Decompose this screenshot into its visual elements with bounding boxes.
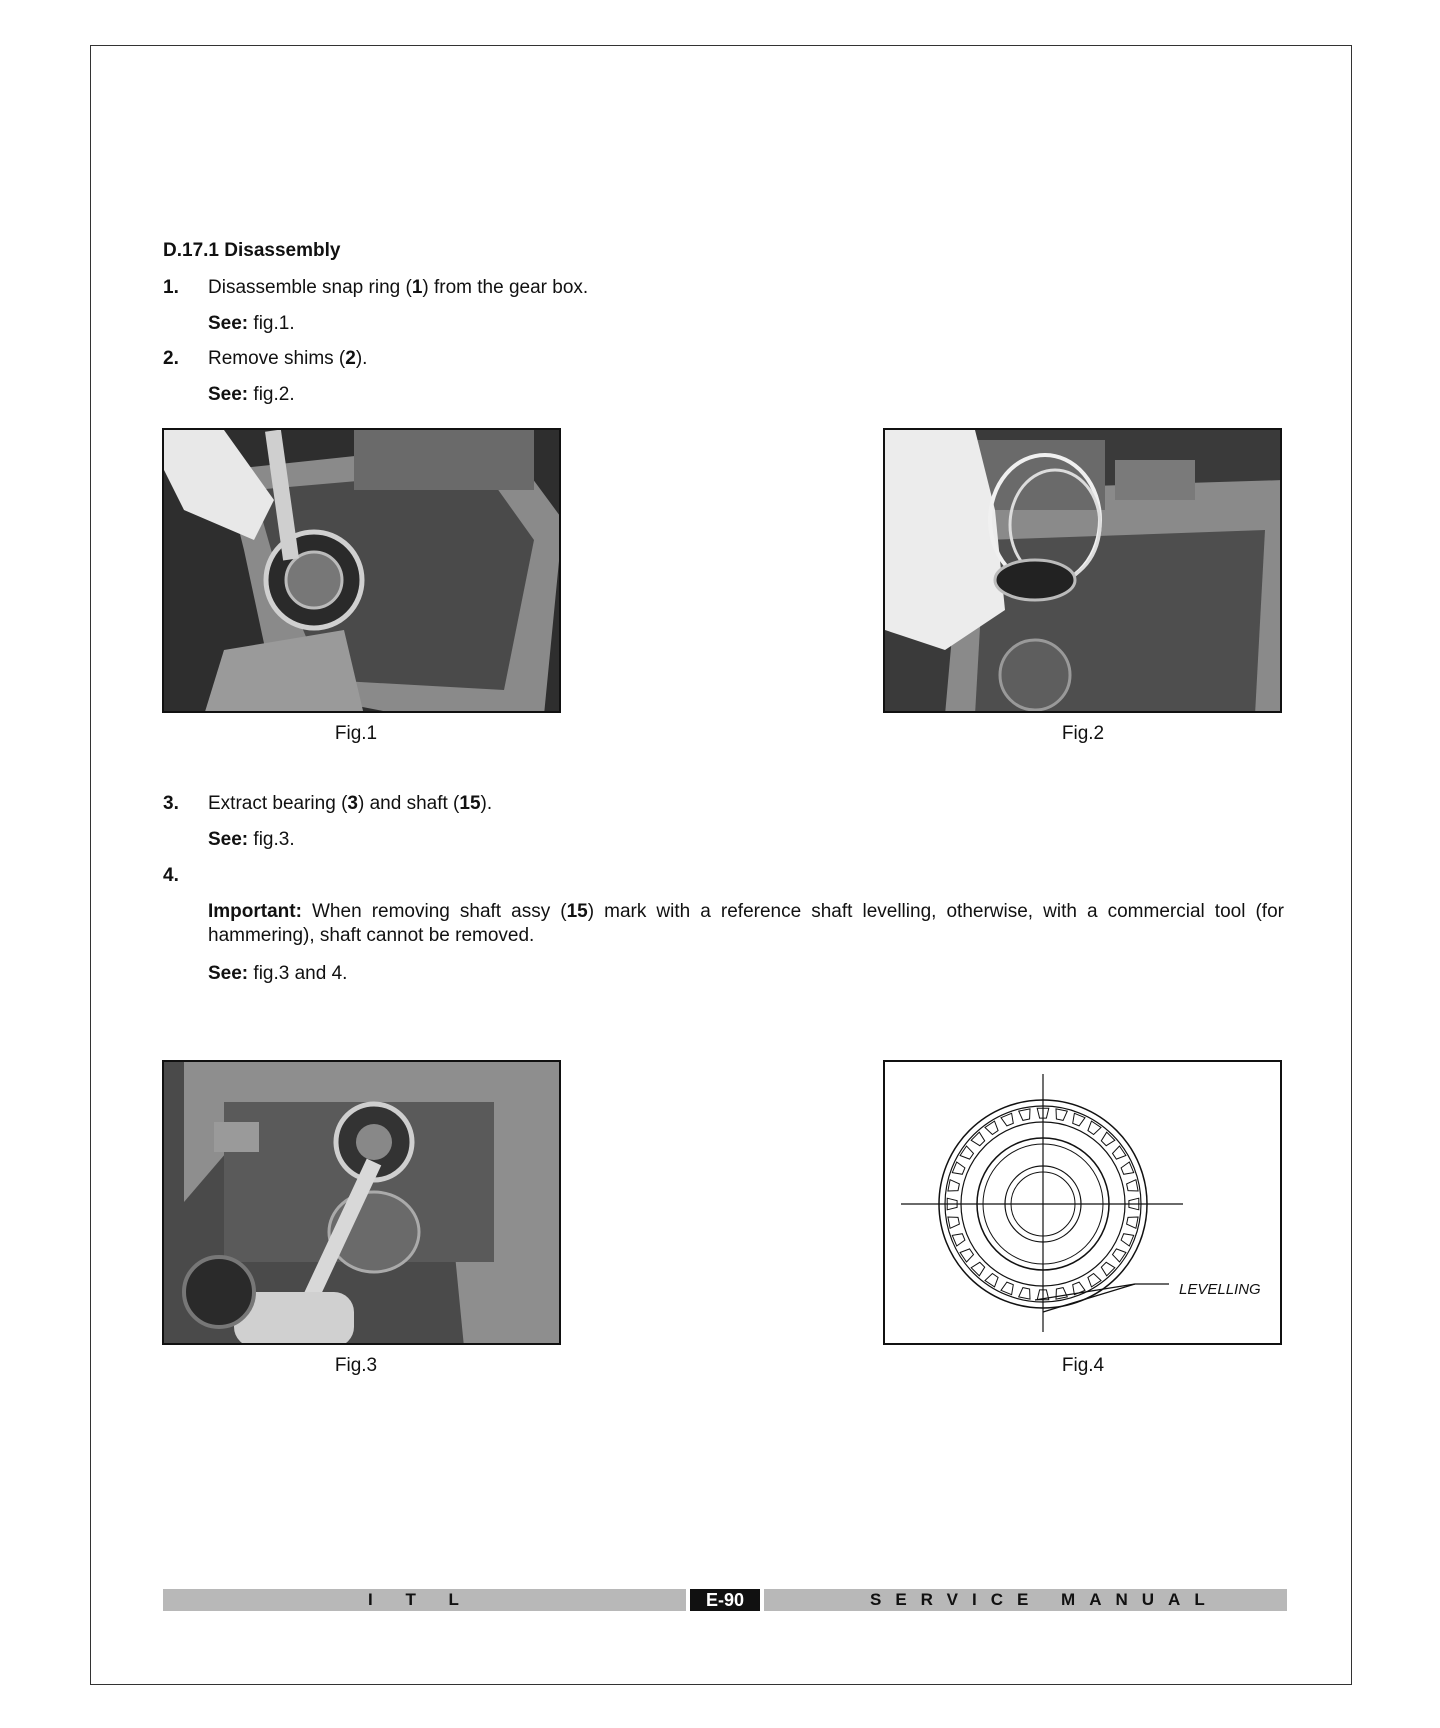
figure-4-diagram (883, 1060, 1282, 1345)
footer-left-text: I T L (368, 1590, 473, 1609)
page-number-badge: E-90 (690, 1589, 760, 1611)
step-4-important: Important: When removing shaft assy (15) mark with a reference shaft levelling, otherwise, with a commercial tool (for hammering), shaft cannot be removed. (208, 901, 1284, 946)
section-heading: D.17.1 Disassembly (163, 240, 341, 261)
footer-left-segment (163, 1589, 686, 1611)
figure-3-photo (162, 1060, 561, 1345)
step-4-see: See: fig.3 and 4. (208, 963, 348, 984)
gear-tooth (1127, 1217, 1139, 1228)
step-2-text: Remove shims (2). (208, 348, 368, 369)
gear-tooth (971, 1262, 985, 1276)
step-3-text: Extract bearing (3) and shaft (15). (208, 793, 493, 814)
snap-ring-photo-illustration (164, 430, 561, 713)
figure-2-photo (883, 428, 1282, 713)
figure-2-caption: Fig.2 (1061, 723, 1105, 744)
step-3-number: 3. (163, 793, 179, 814)
gear-tooth (1101, 1132, 1115, 1146)
figure-3-caption: Fig.3 (334, 1355, 378, 1376)
step-4-number: 4. (163, 865, 179, 886)
shims-photo-illustration (885, 430, 1282, 713)
figure-1-caption: Fig.1 (334, 723, 378, 744)
gear-tooth (1019, 1109, 1030, 1121)
gear-tooth (971, 1132, 985, 1146)
figure-1-photo (162, 428, 561, 713)
footer-bar (163, 1589, 1287, 1611)
gear-tooth (1019, 1288, 1030, 1300)
gear-tooth (948, 1180, 960, 1191)
levelling-label: LEVELLING (1179, 1281, 1261, 1298)
gear-tooth (1127, 1180, 1139, 1191)
footer-right-segment (764, 1589, 1287, 1611)
gear-tooth (1101, 1262, 1115, 1276)
step-1-number: 1. (163, 277, 179, 298)
gear-tooth (1056, 1109, 1067, 1121)
shaft-extraction-photo-illustration (164, 1062, 561, 1345)
footer-right-text: SERVICE MANUAL (870, 1590, 1219, 1609)
step-2-number: 2. (163, 348, 179, 369)
gear-tooth (1056, 1288, 1067, 1300)
step-2-see: See: fig.2. (208, 384, 295, 405)
step-1-text: Disassemble snap ring (1) from the gear box. (208, 277, 589, 298)
step-3-see: See: fig.3. (208, 829, 295, 850)
figure-4-caption: Fig.4 (1061, 1355, 1105, 1376)
gear-tooth (948, 1217, 960, 1228)
step-1-see: See: fig.1. (208, 313, 295, 334)
levelling-diagram (885, 1062, 1282, 1345)
